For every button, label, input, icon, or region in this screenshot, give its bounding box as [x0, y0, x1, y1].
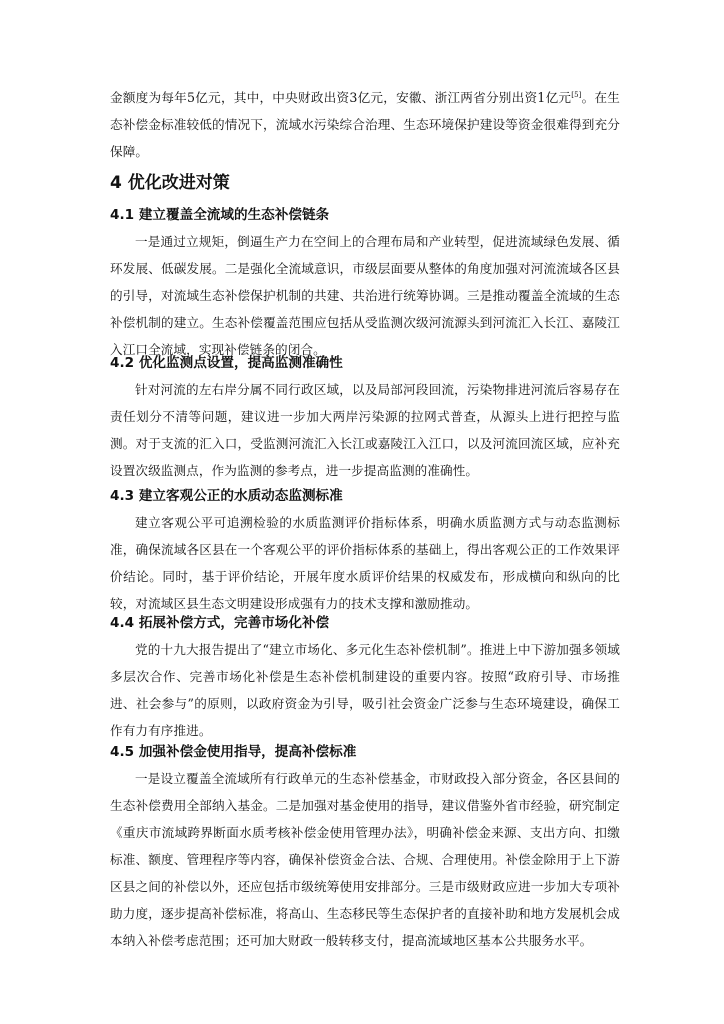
intro-text: 金额度为每年5亿元，其中，中央财政出资3亿元，安徽、浙江两省分别出资1亿元 — [110, 90, 572, 105]
subsection-title-4-5: 4.5 加强补偿金使用指导，提高补偿标准 — [110, 744, 357, 760]
subsection-body-4-5: 一是设立覆盖全流域所有行政单元的生态补偿基金，市财政投入部分资金，各区县间的生态补偿费用全部纳入基金。二是加强对基金使用的指导，建议借鉴外省市经验，研究制定《重庆市流域跨界断面水质考核补偿金使用管理办法》，明确补偿金来源、支出方向、扣缴标准、额度、管理程序等内容，确保补偿资金合法、合规、合理使用。补偿金除用于上下游区县之间的补偿以外，还应包括市级统筹使用安排部分。三是市级财政应进一步加大专项补助力度，逐步提高补偿标准，将高山、生态移民等生态保护者的直接补助和地方发展机会成本纳入补偿考虑范围；还可加大财政一般转移支付，提高流域地区基本公共服务水平。 — [110, 771, 620, 948]
subsection-body-4-1: 一是通过立规矩，倒逼生产力在空间上的合理布局和产业转型，促进流域绿色发展、循环发展、低碳发展。二是强化全流域意识，市级层面要从整体的角度加强对河流流域各区县的引导，对流域生态补偿保护机制的共建、共治进行统筹协调。三是推动覆盖全流域的生态补偿机制的建立。生态补偿覆盖范围应包括从受监测次级河流源头到河流汇入长江、嘉陵江入江口全流域，实现补偿链条的闭合。 — [110, 234, 620, 357]
intro-paragraph — [110, 84, 620, 165]
citation-ref: [5] — [571, 90, 582, 99]
subsection-body-4-2: 针对河流的左右岸分属不同行政区域，以及局部河段回流，污染物排进河流后容易存在责任划分不清等问题，建议进一步加大两岸污染源的拉网式普查，从源头上进行把控与监测。对于支流的汇入口，受监测河流汇入长江或嘉陵江入江口，以及河流回流区域，应补充设置次级监测点，作为监测的参考点，进一步提高监测的准确性。 — [110, 382, 620, 478]
subsection-title-4-4: 4.4 拓展补偿方式，完善市场化补偿 — [110, 615, 330, 631]
subsection-body-4-3: 建立客观公平可追溯检验的水质监测评价指标体系，明确水质监测方式与动态监测标准，确保流域各区县在一个客观公平的评价指标体系的基础上，得出客观公正的工作效果评价结论。同时，基于评价结论，开展年度水质评价结果的权威发布，形成横向和纵向的比较，对流域区县生态文明建设形成强有力的技术支撑和激励推动。 — [110, 515, 620, 611]
section-title: 4 优化改进对策 — [110, 173, 230, 193]
subsection-title-4-3: 4.3 建立客观公正的水质动态监测标准 — [110, 488, 343, 504]
subsection-body-4-4: 党的十九大报告提出了“建立市场化、多元化生态补偿机制”。推进上中下游加强多领域多层次合作、完善市场化补偿是生态补偿机制建设的重要内容。按照“政府引导、市场推进、社会参与”的原则，以政府资金为引导，吸引社会资金广泛参与生态环境建设，确保工作有力有序推进。 — [110, 642, 620, 738]
intro-text-continued: 。在生态补偿金标准较低的情况下，流域水污染综合治理、生态环境保护建设等资金很难得到充分保障。 — [110, 90, 620, 159]
subsection-title-4-1: 4.1 建立覆盖全流域的生态补偿链条 — [110, 207, 330, 223]
subsection-title-4-2: 4.2 优化监测点设置，提高监测准确性 — [110, 355, 343, 371]
